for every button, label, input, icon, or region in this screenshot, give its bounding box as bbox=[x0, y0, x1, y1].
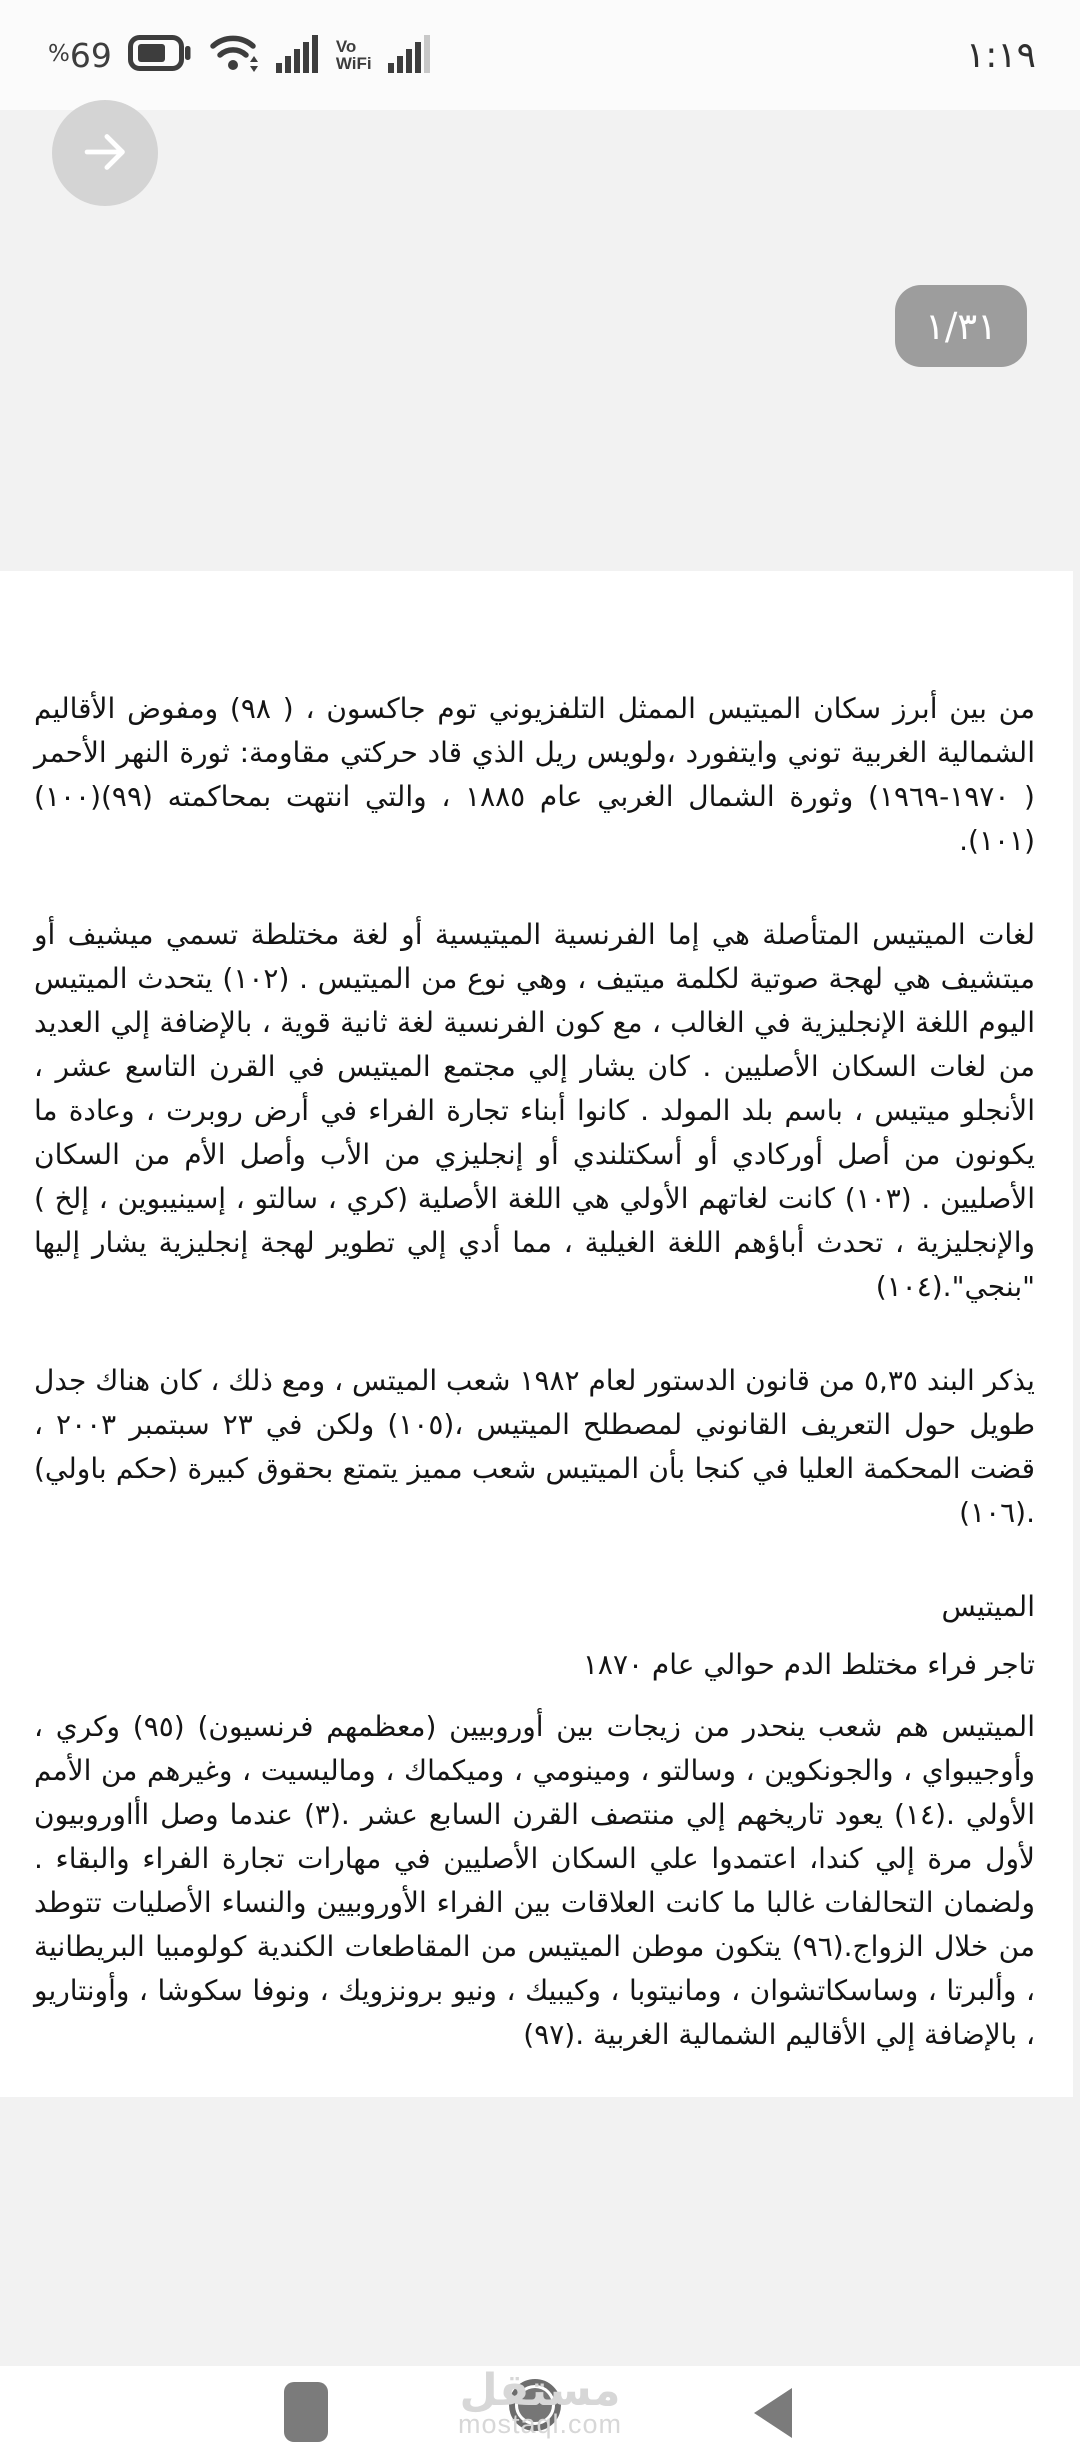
back-button[interactable] bbox=[52, 100, 158, 206]
watermark-latin-text: mostaql.com bbox=[457, 2409, 623, 2439]
arrow-right-icon bbox=[76, 123, 134, 184]
page-indicator-badge: ١/٣١ bbox=[895, 285, 1027, 367]
vowifi-label bbox=[336, 38, 372, 72]
wifi-icon bbox=[208, 30, 260, 80]
watermark-arabic-text: مستقل bbox=[459, 2365, 621, 2416]
paragraph: الميتيس هم شعب ينحدر من زيجات بين أوروبيين (معظمهم فرنسيون) (٩٥) وكري ، وأوجيبواي ، والجونكوين ، وسالتو ، ومينومي ، وميكماك ، وماليسيت ، وغيرهم من الأمم الأولي .(١٤) يعود تاريخهم إلي منتصف القرن السابع عشر .(٣) عندما وصل اأاوروبيون لأول مرة إلي كندا، اعتمدوا علي السكان الأصليين في مهارات تجارة الفراء والبقاء . ولضمان التحالفات غالبا ما كانت العلاقات بين الفراء الأوروبيين والنساء الأصليات تتوطد من خلال الزواج.(٩٦) يتكون موطن الميتيس من المقاطعات الكندية كولومبيا البريطانية ، وألبرتا ، وساسكاتشوان ، ومانيتوبا ، وكيبيك ، ونيو برونزويك ، ونوفا سكوشا ، وأونتاريو ، بالإضافة إلي الأقاليم الشمالية الغربية .(٩٧) bbox=[34, 1710, 1036, 2051]
battery-icon bbox=[128, 33, 192, 77]
paragraph: يذكر البند ٥,٣٥ من قانون الدستور لعام ١٩٨٢ شعب الميتس ، ومع ذلك ، كان هناك جدل طويل حول التعريف القانوني لمصطلح الميتيس ،(١٠٥) ولكن في ٢٣ سبتمبر ٢٠٠٣ ، قضت المحكمة العليا في كنجا بأن الميتيس شعب مميز يتمتع بحقوق كبيرة (حكم باولي) .(١٠٦) bbox=[34, 1364, 1035, 1529]
document-page[interactable] bbox=[0, 571, 1073, 2097]
document-viewer[interactable] bbox=[0, 110, 1080, 2366]
section-heading: الميتيس bbox=[941, 1590, 1035, 1623]
battery-percent-label bbox=[48, 36, 112, 75]
vowifi-label-bottom: WiFi bbox=[335, 54, 372, 73]
status-bar bbox=[0, 0, 1080, 110]
home-button[interactable] bbox=[509, 2379, 561, 2431]
paragraph: من بين أبرز سكان الميتيس الممثل التلفزيوني توم جاكسون ، ( ٩٨) ومفوض الأقاليم الشمالية الغربية توني وايتفورد ،ولويس ريل الذي قاد حركتي مقاومة: ثورة النهر الأحمر ( ١٩٧٠-١٩٦٩) وثورة الشمال الغربي عام ١٨٨٥ ، والتي انتهت بمحاكمته (٩٩)(١٠٠)(١٠١). bbox=[34, 692, 1035, 857]
home-button-dot-icon bbox=[518, 2388, 552, 2422]
percent-sign: % bbox=[48, 40, 70, 67]
signal-icon bbox=[276, 32, 320, 78]
back-nav-button[interactable] bbox=[754, 2388, 792, 2438]
clock: ١:١٩ bbox=[965, 34, 1036, 76]
battery-percent-value: 69 bbox=[69, 35, 112, 75]
vowifi-label-top: Vo bbox=[335, 37, 357, 56]
recents-button[interactable] bbox=[284, 2382, 328, 2442]
vowifi-signal-icon bbox=[388, 32, 432, 78]
navigation-bar bbox=[0, 2366, 1080, 2460]
paragraph: لغات الميتيس المتأصلة هي إما الفرنسية الميتيسية أو لغة مختلطة تسمي ميشيف أو ميتشيف هي لهجة صوتية لكلمة ميتيف ، وهي نوع من الميتيس . (١٠٢) يتحدث الميتيس اليوم اللغة الإنجليزية في الغالب ، مع كون الفرنسية لغة ثانية قوية ، بالإضافة إلي العديد من لغات السكان الأصليين . كان يشار إلي مجتمع الميتيس في القرن التاسع عشر ، الأنجلو ميتيس ، باسم بلد المولد . كانوا أبناء تجارة الفراء في أرض روبرت ، وعادة ما يكونون من أصل أوركادي أو أسكتلندي أو إنجليزي من الأب وأصل الأم من السكان الأصليين . (١٠٣) كانت لغاتهم الأولي هي اللغة الأصلية (كري ، سالتو ، إسينيبوين ، إلخ ) والإنجليزية ، تحدث أباؤهم اللغة الغيلية ، مما أدي إلي تطوير لهجة إنجليزية يشار إليها "بنجي".(١٠٤) bbox=[34, 918, 1036, 1303]
status-icons-cluster bbox=[48, 30, 432, 80]
image-caption: تاجر فراء مختلط الدم حوالي عام ١٨٧٠ bbox=[582, 1648, 1035, 1681]
